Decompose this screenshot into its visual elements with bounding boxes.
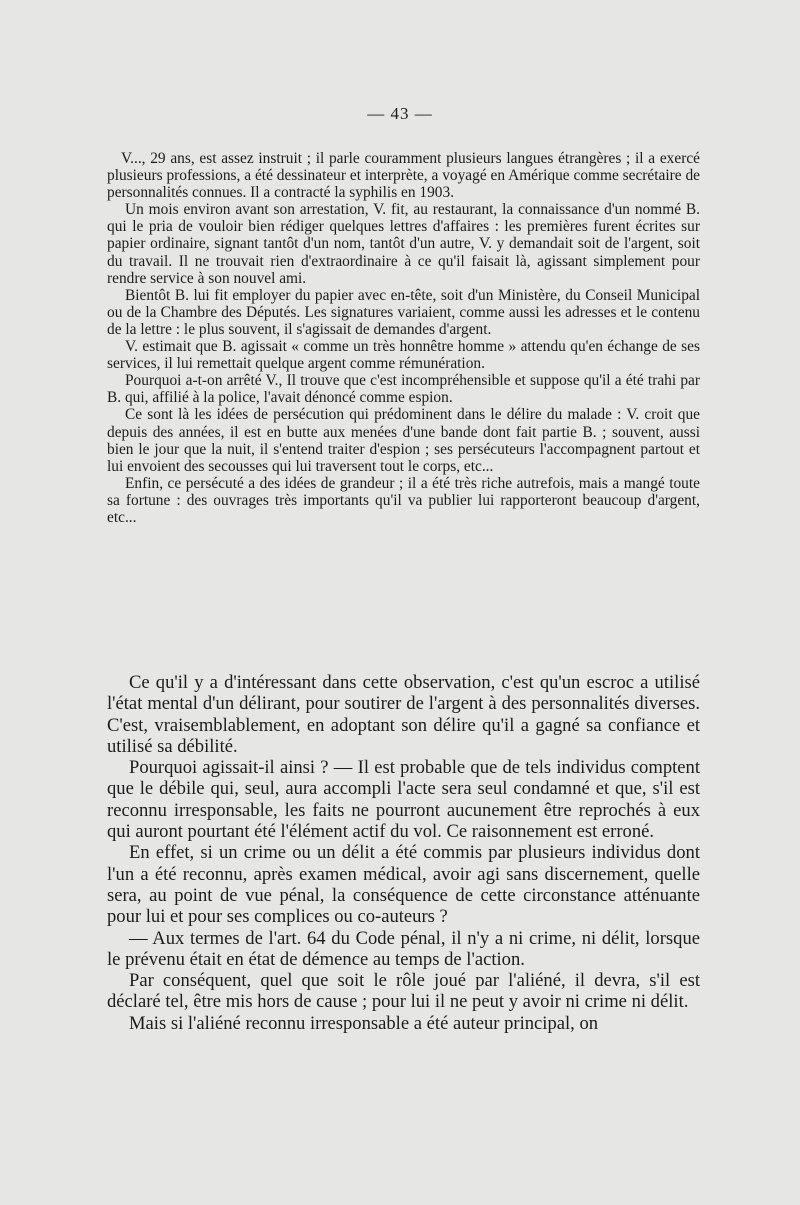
observation-paragraph: Enfin, ce persécuté a des idées de grandeur ; il a été très riche autrefois, mais a mangé toute sa fortune : des ouvrages très importants qu'il va publier lui rapporteront beaucoup d'argent, etc... [107,474,700,526]
observation-paragraph: V. estimait que B. agissait « comme un très honnêtre homme » attendu qu'en échange de ses services, il lui remettait quelque argent comme rémunération. [107,338,700,373]
observation-paragraph: Ce sont là les idées de persécution qui prédominent dans le délire du malade : V. croit que depuis des années, il est en butte aux menées d'une bande dont fait partie B. ; souvent, aussi bien le jour que la nuit, il s'entend traiter d'espion ; ses persécuteurs l'accompagnent partout et lui envoient des secousses qui lui traversent tout le corps, etc... [107,406,700,475]
case-observation [107,150,700,526]
observation-paragraph: Bientôt B. lui fit employer du papier avec en-tête, soit d'un Ministère, du Conseil Municipal ou de la Chambre des Députés. Les signatures variaient, comme aussi les adresses et le contenu de la lettre : le plus souvent, il s'agissait de demandes d'argent. [107,286,700,338]
commentary-paragraph: Ce qu'il y a d'intéressant dans cette observation, c'est qu'un escroc a utilisé l'état mental d'un délirant, pour soutirer de l'argent à des personnalités diverses. C'est, vraisemblablement, en adoptant son délire qu'il a gagné sa confiance et utilisé sa débilité. [107,672,700,757]
commentary-paragraph: Mais si l'aliéné reconnu irresponsable a été auteur principal, on [129,1012,599,1034]
commentary-paragraph: En effet, si un crime ou un délit a été commis par plusieurs individus dont l'un a été reconnu, après examen médical, avoir agi sans discernement, quelle sera, au point de vue pénal, la conséquence de cette circonstance atténuante pour lui et pour ses complices ou co-auteurs ? [107,842,700,928]
commentary-paragraph: Pourquoi agissait-il ainsi ? — Il est probable que de tels individus comptent que le débile qui, seul, aura accompli l'acte sera seul condamné et que, s'il est reconnu irresponsable, les faits ne pourront aucunement être reprochés à eux qui auront pourtant été l'élément actif du vol. Ce raisonnement est erroné. [107,757,700,843]
observation-paragraph: Un mois environ avant son arrestation, V. fit, au restaurant, la connaissance d'un nommé B. qui le pria de vouloir bien rédiger quelques lettres d'affaires : les premières furent écrites sur papier ordinaire, signant tantôt d'un nom, tantôt d'un autre, V. y demandait soit de l'argent, soit du travail. Il ne trouvait rien d'extraordinaire à ce qu'il faisait là, agissant simplement pour rendre service à son nouvel ami. [107,201,700,287]
commentary-paragraph: Par conséquent, quel que soit le rôle joué par l'aliéné, il devra, s'il est déclaré tel, être mis hors de cause ; pour lui il ne peut y avoir ni crime ni délit. [107,970,700,1013]
commentary-paragraph: — Aux termes de l'art. 64 du Code pénal, il n'y a ni crime, ni délit, lorsque le prévenu était en état de démence au temps de l'action. [107,927,700,970]
observation-paragraph: V..., 29 ans, est assez instruit ; il parle couramment plusieurs langues étrangères ; il a exercé plusieurs professions, a été dessinateur et interprète, a voyagé en Amérique comme secrétaire de personnalités connues. Il a contracté la syphilis en 1903. [107,150,700,202]
observation-paragraph: Pourquoi a-t-on arrêté V., Il trouve que c'est incompréhensible et suppose qu'il a été trahi par B. qui, affilié à la police, l'avait dénoncé comme espion. [107,372,700,407]
commentary-text [107,672,700,1034]
page-number: — 43 — [367,104,433,123]
